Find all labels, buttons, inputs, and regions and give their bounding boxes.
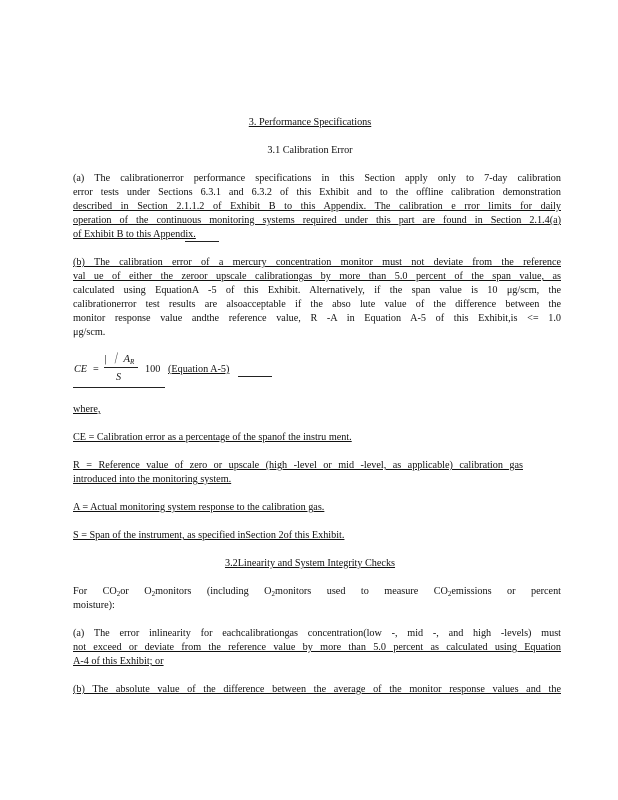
paragraph-a-line: of Exhibit B to this Appendix.: [73, 229, 196, 240]
paragraph-a-line: operation of the continuous monitoring systems required under this part are found in Section 2.1.4(a): [73, 215, 561, 226]
paragraph-b-line: μg/scm.: [73, 327, 106, 338]
paragraph-b-line: calculated using EquationA -5 of this Exhibit. Alternatively, if the span value is 10 μg/scm, the: [73, 285, 561, 296]
definition-r: R = Reference value of zero or upscale (high -level or mid -level, as applicable) calibration gas: [73, 460, 523, 471]
equation-numerator: | ｜ $A_R$: [104, 353, 135, 366]
equation-equals: =: [93, 364, 99, 375]
paragraph-a-line: error tests under Sections 6.3.1 and 6.3.2 of this Exhibit and to the offline calibration demonstration: [73, 187, 561, 198]
definition-a: A = Actual monitoring system response to the calibration gas.: [73, 502, 325, 513]
section-heading: 3. Performance Specifications: [248, 117, 372, 128]
equation-denominator: S: [116, 372, 122, 383]
paragraph-3-2-a-line: not exceed or deviate from the reference value by more than 5.0 percent as calculated using Equation: [73, 642, 561, 653]
equation-rule: [238, 376, 272, 377]
paragraph-b-line: calibrationerror test results are alsoacceptable if the abso lute value of the difference between the: [73, 299, 561, 310]
equation-label: (Equation A-5): [168, 364, 230, 375]
paragraph-b-line: monitor response value andthe reference value, R -A in Equation A-5 of this Exhibit,is <= 1.0: [73, 313, 561, 324]
definition-s: S = Span of the instrument, as specified inSection 2of this Exhibit.: [73, 530, 345, 541]
fraction-bar: [104, 367, 138, 368]
paragraph-3-2-a-line: (a) The error inlinearity for eachcalibrationgas concentration(low -, mid -, and high -levels) must: [73, 628, 561, 639]
subsection-heading: 3.1 Calibration Error: [267, 145, 353, 156]
paragraph-3-2-b-line: (b) The absolute value of the difference between the average of the monitor response values and the: [73, 684, 561, 695]
section-3-2-heading: 3.2Linearity and System Integrity Checks: [224, 558, 396, 569]
for-co2-line-2: moisture):: [73, 600, 115, 611]
paragraph-a-line: described in Section 2.1.1.2 of Exhibit B to this Appendix. The calibration e rror limits for daily: [73, 201, 561, 212]
paragraph-b-line: val ue of either the zeroor upscale calibrationgas by more than 5.0 percent of the span value, as: [73, 271, 561, 282]
for-co2-line: For $CO_2or$ $O_2monitors$ (including $O_2monitors$ used to measure $CO_2emissions$ or percent: [73, 586, 561, 598]
definition-r-cont: introduced into the monitoring system.: [73, 474, 232, 485]
paragraph-a-line: (a) The calibrationerror performance specifications in this Section apply only to 7-day calibration: [73, 173, 561, 184]
paragraph-3-2-a-line: A-4 of this Exhibit; or: [73, 656, 164, 667]
underline-rule: [185, 241, 219, 242]
equation-multiplier: 100: [145, 364, 161, 375]
equation-base-rule: [73, 387, 165, 388]
definition-ce: CE = Calibration error as a percentage of the spanof the instru ment.: [73, 432, 352, 443]
equation-lhs: CE: [74, 364, 88, 375]
paragraph-b-line: (b) The calibration error of a mercury concentration monitor must not deviate from the reference: [73, 257, 561, 268]
where-label: where,: [73, 404, 101, 415]
